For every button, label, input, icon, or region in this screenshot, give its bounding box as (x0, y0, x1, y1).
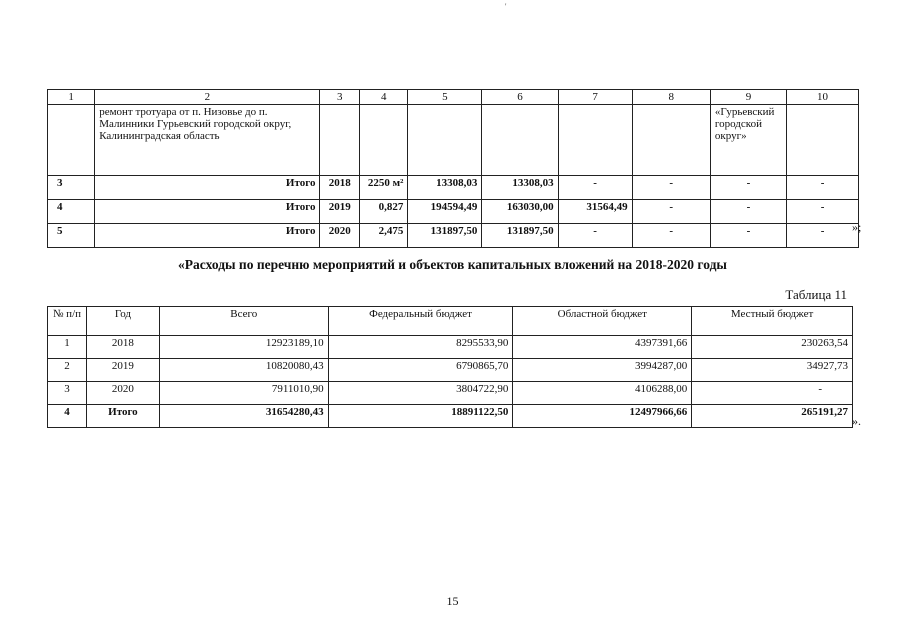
page-number: 15 (446, 594, 459, 608)
header-cell: Всего (159, 307, 328, 336)
row-value: - (710, 200, 786, 224)
row-year: 2019 (320, 200, 360, 224)
row-value: - (632, 176, 710, 200)
header-cell: 1 (48, 90, 95, 105)
header-cell: Областной бюджет (513, 307, 692, 336)
scan-mark: ' (505, 2, 507, 11)
row-value: - (632, 200, 710, 224)
row-total: 31654280,43 (159, 405, 328, 428)
header-cell: Федеральный бюджет (328, 307, 513, 336)
row-year: 2020 (320, 224, 360, 248)
row-federal: 3804722,90 (328, 382, 513, 405)
row-value: - (710, 224, 786, 248)
row-label: Итого (95, 200, 320, 224)
row-federal: 18891122,50 (328, 405, 513, 428)
table-row (48, 359, 853, 382)
header-cell: 3 (320, 90, 360, 105)
row-local: 265191,27 (692, 405, 853, 428)
row-value: 131897,50 (482, 224, 558, 248)
table-cell (48, 105, 95, 176)
row-value: - (710, 176, 786, 200)
municipality-cell: «Гурьевский городской округ» (710, 105, 786, 176)
table-row (48, 200, 859, 224)
header-cell: 7 (558, 90, 632, 105)
header-cell: 8 (632, 90, 710, 105)
row-value: - (632, 224, 710, 248)
row-value: 0,827 (360, 200, 408, 224)
header-cell: Год (86, 307, 159, 336)
row-number: 1 (48, 336, 87, 359)
row-total: 7911010,90 (159, 382, 328, 405)
closing-quote: ». (852, 414, 861, 428)
row-value: - (787, 200, 859, 224)
works-table-description-row (48, 105, 859, 176)
row-number: 4 (48, 405, 87, 428)
header-cell: 2 (95, 90, 320, 105)
row-total: 12923189,10 (159, 336, 328, 359)
row-value: 163030,00 (482, 200, 558, 224)
row-value: 194594,49 (408, 200, 482, 224)
table-cell (632, 105, 710, 176)
table-cell (320, 105, 360, 176)
table-cell (482, 105, 558, 176)
table-cell (558, 105, 632, 176)
row-value: 13308,03 (408, 176, 482, 200)
row-local: - (692, 382, 853, 405)
row-number: 5 (48, 224, 95, 248)
row-label: Итого (95, 176, 320, 200)
row-regional: 12497966,66 (513, 405, 692, 428)
table-row (48, 336, 853, 359)
table-row-total (48, 405, 853, 428)
row-value: 2250 м² (360, 176, 408, 200)
row-year: Итого (86, 405, 159, 428)
row-regional: 4106288,00 (513, 382, 692, 405)
table-row (48, 224, 859, 248)
row-total: 10820080,43 (159, 359, 328, 382)
row-year: 2018 (320, 176, 360, 200)
row-value: - (787, 176, 859, 200)
expenses-table-header-row (48, 307, 853, 336)
row-year: 2019 (86, 359, 159, 382)
row-number: 3 (48, 382, 87, 405)
header-cell: 9 (710, 90, 786, 105)
table-cell (787, 105, 859, 176)
section-heading: «Расходы по перечню мероприятий и объектов капитальных вложений на 2018-2020 годы (178, 257, 727, 272)
row-regional: 4397391,66 (513, 336, 692, 359)
row-regional: 3994287,00 (513, 359, 692, 382)
table-cell (360, 105, 408, 176)
expenses-table (47, 306, 853, 428)
row-local: 34927,73 (692, 359, 853, 382)
header-cell: Местный бюджет (692, 307, 853, 336)
row-federal: 8295533,90 (328, 336, 513, 359)
row-label: Итого (95, 224, 320, 248)
row-value: - (558, 176, 632, 200)
header-cell: 10 (787, 90, 859, 105)
header-cell: № п/п (48, 307, 87, 336)
closing-quote: »; (852, 220, 862, 234)
row-value: - (787, 224, 859, 248)
header-cell: 4 (360, 90, 408, 105)
row-local: 230263,54 (692, 336, 853, 359)
row-number: 2 (48, 359, 87, 382)
row-year: 2020 (86, 382, 159, 405)
row-number: 3 (48, 176, 95, 200)
row-value: 31564,49 (558, 200, 632, 224)
row-value: 2,475 (360, 224, 408, 248)
row-value: 131897,50 (408, 224, 482, 248)
row-value: - (558, 224, 632, 248)
row-year: 2018 (86, 336, 159, 359)
works-table-header-row (48, 90, 859, 105)
work-description-cell: ремонт тротуара от п. Низовье до п. Малинники Гурьевский городской округ, Калининградская область (95, 105, 320, 176)
table-row (48, 382, 853, 405)
header-cell: 5 (408, 90, 482, 105)
row-number: 4 (48, 200, 95, 224)
table-cell (408, 105, 482, 176)
works-table (47, 89, 862, 248)
row-federal: 6790865,70 (328, 359, 513, 382)
header-cell: 6 (482, 90, 558, 105)
table-row (48, 176, 859, 200)
table-label: Таблица 11 (785, 287, 847, 302)
row-value: 13308,03 (482, 176, 558, 200)
